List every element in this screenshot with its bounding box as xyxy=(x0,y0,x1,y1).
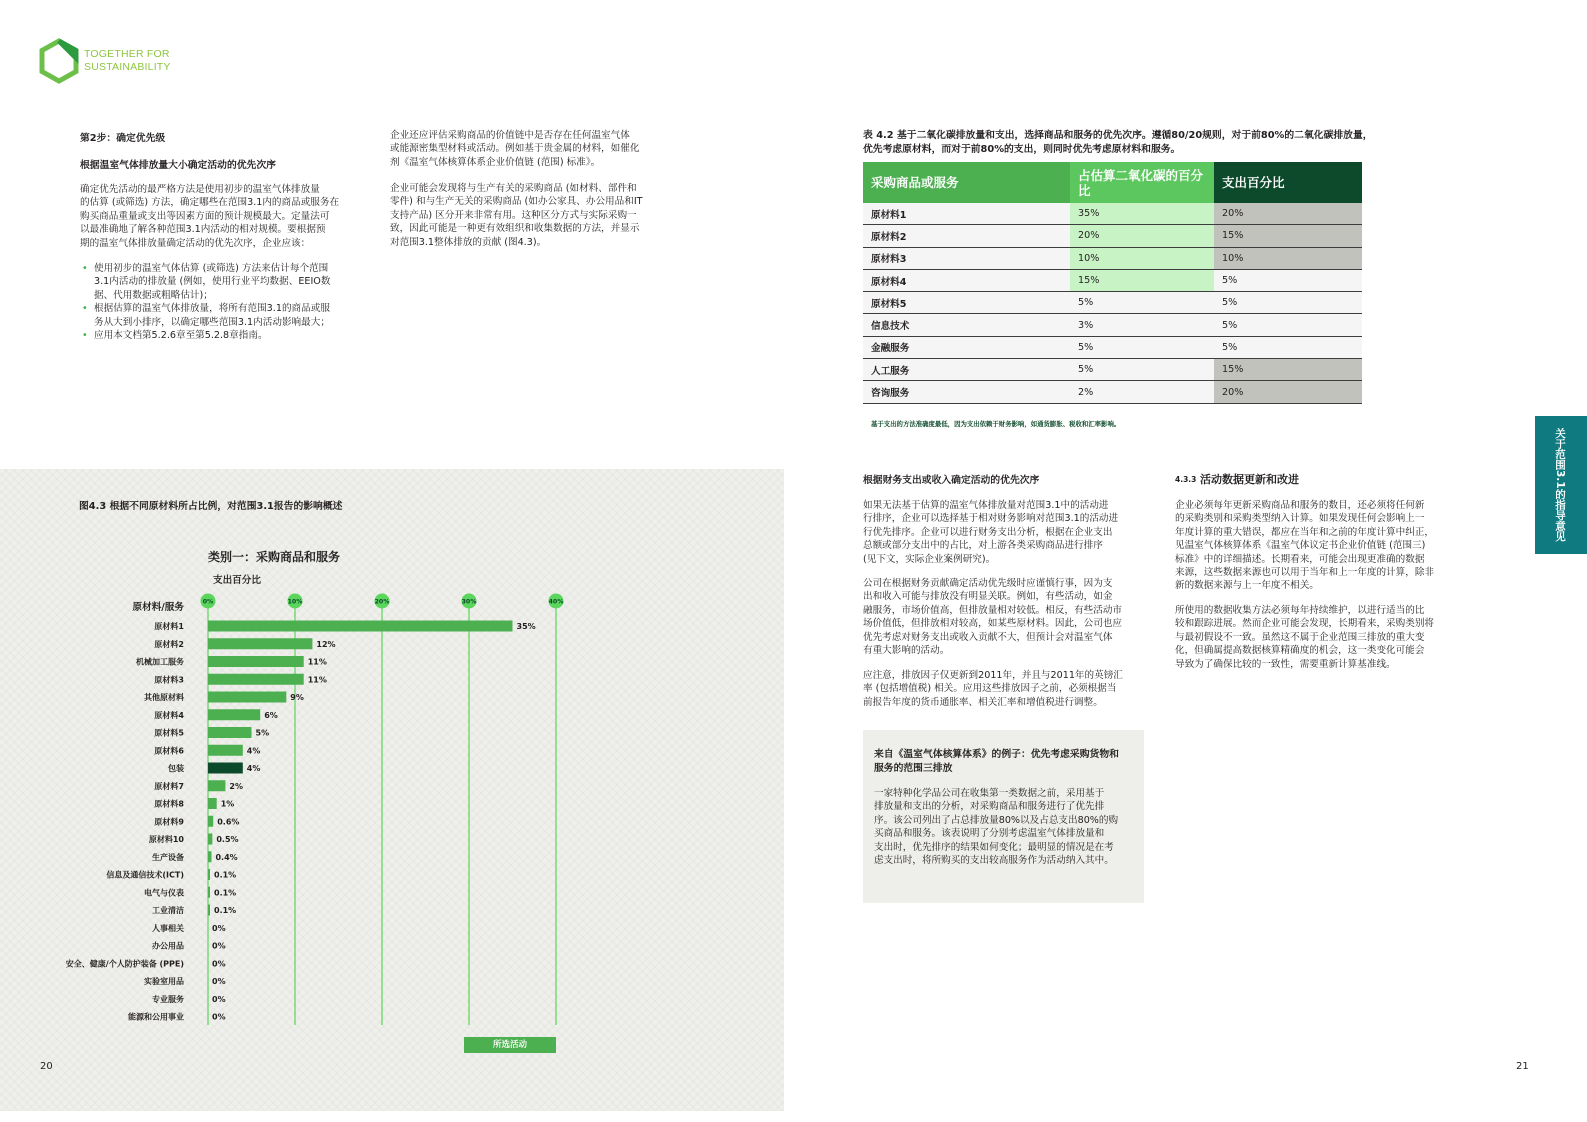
step-subtitle: 根据温室气体排放量大小确定活动的优先次序 xyxy=(80,160,276,171)
header-item: 采购商品或服务 xyxy=(863,162,1070,203)
step-title: 第2步：确定优先级 xyxy=(80,133,166,144)
row-item-name: 金融服务 xyxy=(863,336,1070,358)
category-label: 原材料5 xyxy=(154,728,184,738)
table-row xyxy=(863,269,1362,291)
side-tab-label: 关于范围3.1的指导意见 xyxy=(1554,428,1566,542)
table-body xyxy=(863,203,1362,403)
table-row xyxy=(863,359,1362,381)
value-label: 0.5% xyxy=(216,835,239,844)
row-item-name: 原材料2 xyxy=(863,225,1070,247)
category-label: 包装 xyxy=(168,764,184,773)
row-spend-percent: 15% xyxy=(1214,359,1362,381)
bar xyxy=(208,763,243,774)
row-item-name: 原材料3 xyxy=(863,247,1070,269)
row-item-name: 原材料4 xyxy=(863,269,1070,291)
category-label: 原材料2 xyxy=(154,639,184,649)
bar xyxy=(208,780,225,791)
table-caption: 表 4.2 基于二氧化碳排放量和支出，选择商品和服务的优先次序。遵循80/20规则，对于前80%的二氧化碳排放量， 优先考虑原材料，而对于前80%的支出，则同时优先考虑原材料和服务。 xyxy=(863,130,1373,155)
row-item-name: 原材料5 xyxy=(863,292,1070,314)
selected-activity-label: 所选活动 xyxy=(464,1037,556,1053)
category-label: 实验室用品 xyxy=(144,977,184,986)
section-paragraph-1: 企业必须每年更新采购商品和服务的数目，还必须将任何新 的采购类别和采购类型纳入计算。如果发现任何会影响上一 年度计算的重大错误，都应在当年和之前的年度计算中纠正， 见温室气体核算体系《温室气体议定书企业价值链 (范围三) 标准》中的详细描述。长期看来，可能会出现更准确的数据 来源，这些数据来源也可以用于当年和上一年度的计算，除非 新的数据来源与上一年度不相关。 xyxy=(1175,500,1435,592)
x-tick-label: 20% xyxy=(374,598,390,606)
value-label: 0.4% xyxy=(215,852,238,862)
table-footnote: 基于支出的方法准确度最低，因为支出依赖于财务影响，如通货膨胀、税收和汇率影响。 xyxy=(871,420,1121,428)
category-label: 原材料1 xyxy=(154,622,184,631)
x-tick-label: 10% xyxy=(287,598,303,606)
row-item-name: 人工服务 xyxy=(863,359,1070,381)
y-axis-title: 原材料/服务 xyxy=(132,602,184,613)
category-label: 安全、健康/个人防护装备 (PPE) xyxy=(65,959,184,969)
bullet-item: • 使用初步的温室气体估算 (或筛选) 方法来估计每个范围 3.1内活动的排放量 (例如，使用行业平均数据、EEIO数 据、代用数据或粗略估计)； xyxy=(80,262,370,302)
bar xyxy=(208,816,213,827)
bar xyxy=(208,834,212,845)
bar xyxy=(208,621,513,632)
category-label: 原材料8 xyxy=(154,799,184,809)
financial-paragraph-2: 公司在根据财务贡献确定活动优先级时应谨慎行事，因为支 出和收入可能与排放没有明显关联。例如，有些活动，如金 融服务，市场价值高，但排放量相对较低。相反，有些活动市 场价值低，但排放相对较高，如某些原材料。因此，公司也应 优先考虑对财务支出或收入贡献不大，但预计会对温室气体 有重大影响的活动。 xyxy=(863,578,1123,657)
bar xyxy=(208,851,211,862)
value-label: 12% xyxy=(316,639,336,649)
bar xyxy=(208,798,217,809)
category-label: 机械加工服务 xyxy=(136,657,184,667)
row-spend-percent: 15% xyxy=(1214,225,1362,247)
value-label: 0.1% xyxy=(214,906,237,915)
row-co2-percent: 35% xyxy=(1070,203,1214,225)
table-header-row xyxy=(863,162,1362,203)
logo-line-2: SUSTAINABILITY xyxy=(84,61,171,73)
value-label: 4% xyxy=(246,764,261,773)
x-tick-label: 0% xyxy=(202,598,214,606)
table-row xyxy=(863,292,1362,314)
row-spend-percent: 5% xyxy=(1214,292,1362,314)
page-number-left: 20 xyxy=(40,1061,53,1072)
section-paragraph-2: 所使用的数据收集方法必须每年持续维护，以进行适当的比 较和跟踪进展。然而企业可能会发现，长期看来，采购类别将 与最初假设不一致。虽然这不属于企业范围三排放的重大变 化，但确属提高数据核算精确度的机会，这一类变化可能会 导致为了确保比较的一致性，需要重新计算基准线。 xyxy=(1175,605,1435,670)
bullet-item: • 应用本文档第5.2.6章至第5.2.8章指南。 xyxy=(80,329,370,342)
table-row xyxy=(863,314,1362,336)
value-chain-paragraph: 企业还应评估采购商品的价值链中是否存在任何温室气体 或能源密集型材料或活动。例如基于贵金属的材料，如催化 剂《温室气体核算体系企业价值链 (范围) 标准》。 xyxy=(390,130,640,168)
row-co2-percent: 5% xyxy=(1070,359,1214,381)
category-label: 原材料3 xyxy=(154,675,184,685)
value-label: 0.1% xyxy=(214,870,237,880)
row-co2-percent: 5% xyxy=(1070,292,1214,314)
category-label: 原材料9 xyxy=(154,817,184,827)
value-label: 0% xyxy=(212,977,226,986)
row-co2-percent: 2% xyxy=(1070,381,1214,403)
bar xyxy=(208,869,210,880)
value-label: 4% xyxy=(246,746,261,756)
page-number-right: 21 xyxy=(1516,1061,1529,1072)
value-label: 11% xyxy=(307,657,327,667)
bar xyxy=(208,638,312,649)
bar xyxy=(208,709,260,720)
financial-paragraph-3: 应注意，排放因子仅更新到2011年，并且与2011年的英镑汇 率 (包括增值税) 相关。应用这些排放因子之前，必须根据当 前报告年度的货币通胀率、相关汇率和增值税进行调整。 xyxy=(863,670,1123,708)
step-bullet-list xyxy=(80,262,370,342)
table-row xyxy=(863,203,1362,225)
row-spend-percent: 10% xyxy=(1214,247,1362,269)
value-label: 0.1% xyxy=(214,888,237,898)
category-label: 生产设备 xyxy=(152,852,184,862)
section-number: 4.3.3 xyxy=(1175,475,1197,484)
bar xyxy=(208,674,304,685)
value-label: 6% xyxy=(264,710,278,720)
row-co2-percent: 10% xyxy=(1070,247,1214,269)
spend-bar-chart xyxy=(0,580,784,1030)
hexagon-logo-icon xyxy=(38,38,80,84)
row-spend-percent: 5% xyxy=(1214,314,1362,336)
bar xyxy=(208,656,304,667)
value-label: 1% xyxy=(220,799,235,809)
table-row xyxy=(863,247,1362,269)
value-label: 2% xyxy=(229,781,243,791)
category-label: 原材料10 xyxy=(148,835,184,844)
category-label: 原材料7 xyxy=(154,781,184,791)
step-body: 确定优先活动的最严格方法是使用初步的温室气体排放量 的估算 (或筛选) 方法，确定哪些在范围3.1内的商品或服务在 购买商品重量或支出等因素方面的预计规模最大。定量法可 以最准确地了解各种范围3.1内活动的相对规模。要根据预 期的温室气体排放量确定活动的优先次序，企业应该： xyxy=(80,184,340,249)
value-label: 0% xyxy=(212,1012,226,1022)
category-label: 专业服务 xyxy=(152,994,184,1004)
value-label: 0.6% xyxy=(217,817,240,827)
category-label: 原材料4 xyxy=(154,710,184,720)
logo-line-1: TOGETHER FOR xyxy=(84,48,170,60)
logo-wordmark xyxy=(84,48,171,74)
row-spend-percent: 20% xyxy=(1214,381,1362,403)
value-label: 0% xyxy=(212,941,226,951)
value-label: 5% xyxy=(255,728,270,738)
row-item-name: 信息技术 xyxy=(863,314,1070,336)
section-side-tab[interactable] xyxy=(1535,416,1587,554)
category-label: 其他原材料 xyxy=(144,693,184,702)
x-tick-label: 40% xyxy=(548,598,564,606)
example-body: 一家特种化学品公司在收集第一类数据之前，采用基于 排放量和支出的分析，对采购商品和服务进行了优先排 序。该公司列出了占总排放量80%以及占总支出80%的购 买商品和服务。该表说明了分别考虑温室气体排放量和 支出时，优先排序的结果如何变化；最明显的情况是在考 虑支出时，将所购买的支出较高服务作为活动纳入其中。 xyxy=(874,788,1119,867)
value-label: 35% xyxy=(516,622,536,631)
category-label: 工业清洁 xyxy=(152,906,184,915)
section-title: 活动数据更新和改进 xyxy=(1200,473,1299,486)
category-label: 办公用品 xyxy=(152,941,184,951)
category-label: 人事相关 xyxy=(152,923,184,933)
header-spend: 支出百分比 xyxy=(1214,162,1362,203)
row-co2-percent: 20% xyxy=(1070,225,1214,247)
table-row xyxy=(863,381,1362,403)
row-spend-percent: 5% xyxy=(1214,269,1362,291)
value-label: 0% xyxy=(212,994,226,1004)
bar xyxy=(208,905,210,916)
value-label: 9% xyxy=(290,693,304,702)
bar xyxy=(208,727,252,738)
x-tick-label: 30% xyxy=(461,598,477,606)
bar xyxy=(208,745,243,756)
header-co2: 占估算二氧化碳的百分比 xyxy=(1070,162,1214,203)
table-row xyxy=(863,336,1362,358)
example-title: 来自《温室气体核算体系》的例子：优先考虑采购货物和 服务的范围三排放 xyxy=(874,749,1119,774)
bullet-item: • 根据估算的温室气体排放量，将所有范围3.1的商品或服 务从大到小排序，以确定哪些范围3.1内活动影响最大； xyxy=(80,302,370,329)
row-item-name: 咨询服务 xyxy=(863,381,1070,403)
category-label: 电气与仪表 xyxy=(144,888,184,898)
row-co2-percent: 5% xyxy=(1070,336,1214,358)
financial-paragraph-1: 如果无法基于估算的温室气体排放量对范围3.1中的活动进 行排序，企业可以选择基于相对财务影响对范围3.1的活动进 行优先排序。企业可以进行财务支出分析，根据在企业支出 总额或部分支出中的占比，对上游各类采购商品进行排序 (见下文，实际企业案例研究)。 xyxy=(863,500,1119,565)
value-label: 0% xyxy=(212,923,226,933)
row-co2-percent: 3% xyxy=(1070,314,1214,336)
row-spend-percent: 20% xyxy=(1214,203,1362,225)
bar xyxy=(208,887,210,898)
production-split-paragraph: 企业可能会发现将与生产有关的采购商品 (如材料、部件和 零件) 和与生产无关的采购商品 (如办公家具、办公用品和IT 支持产品) 区分开来非常有用。这种区分方式与实际采购一 致，因此可能是一种更有效组织和收集数据的方法，并显示 对范围3.1整体排放的贡献 (图4.3)。 xyxy=(390,183,643,248)
value-label: 0% xyxy=(212,959,226,969)
table-row xyxy=(863,225,1362,247)
category-label: 信息及通信技术(ICT) xyxy=(106,870,184,880)
row-item-name: 原材料1 xyxy=(863,203,1070,225)
bar xyxy=(208,692,286,703)
value-label: 11% xyxy=(307,675,327,685)
priority-table xyxy=(863,162,1362,404)
chart-title: 类别一：采购商品和服务 xyxy=(208,550,341,564)
figure-caption: 图4.3 根据不同原材料所占比例，对范围3.1报告的影响概述 xyxy=(79,501,343,512)
row-co2-percent: 15% xyxy=(1070,269,1214,291)
category-label: 原材料6 xyxy=(154,746,184,756)
financial-priority-title: 根据财务支出或收入确定活动的优先次序 xyxy=(863,475,1040,486)
chart-axis-title: 支出百分比 xyxy=(213,575,261,586)
category-label: 能源和公用事业 xyxy=(128,1012,184,1022)
row-spend-percent: 5% xyxy=(1214,336,1362,358)
